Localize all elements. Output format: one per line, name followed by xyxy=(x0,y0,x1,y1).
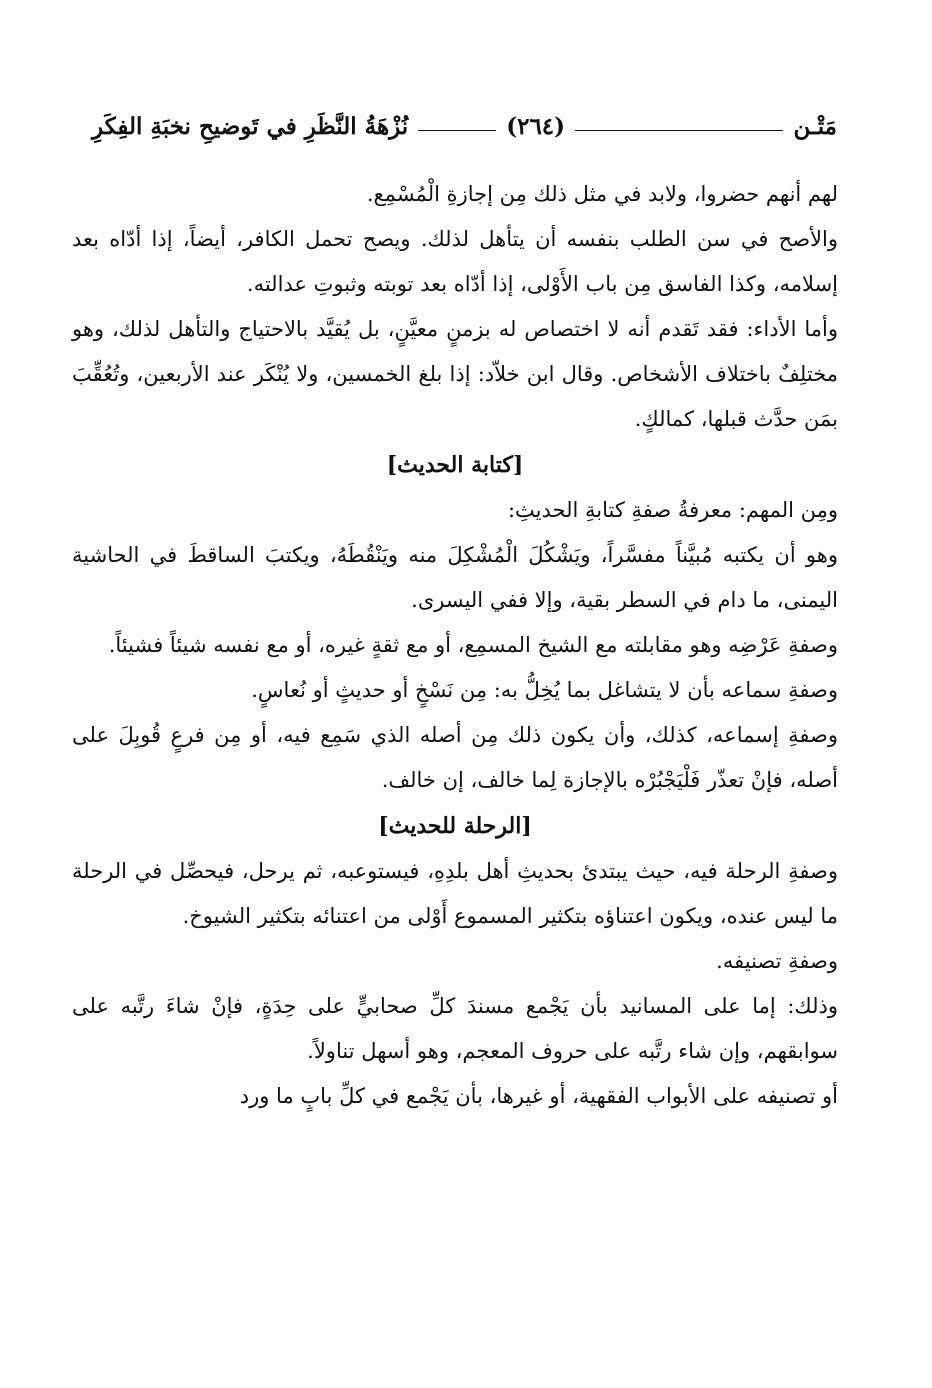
paragraph: وصفةِ عَرْضِه وهو مقابلته مع الشيخ المسمِع، أو مع ثقةٍ غيره، أو مع نفسه شيئاً فشيئاً. xyxy=(108,633,838,657)
paragraph: ومِن المهم: معرفةُ صفةِ كتابةِ الحديثِ: xyxy=(507,498,838,522)
section-heading-journey-hadith: [الرحلة للحديث] xyxy=(378,813,532,839)
paragraph: وصفةِ إسماعه، كذلك، وأن يكون ذلك مِن أصله الذي سَمِع فيه، أو مِن فرعٍ قُوبِلَ على أصله، فإنْ تعذّر فَلْيَجْبُرْه بالإجازة لِما خالف، إن خالف. xyxy=(72,723,838,792)
section-heading-writing-hadith: [كتابة الحديث] xyxy=(386,452,524,478)
paragraph: وصفةِ الرحلة فيه، حيث يبتدئ بحديثِ أهل بلدِهِ، فيستوعبه، ثم يرحل، فيحصِّل في الرحلة ما ليس عنده، ويكون اعتناؤه بتكثير المسموع أَوْلى من اعتنائه بتكثير الشيوخ. xyxy=(72,859,838,928)
page-number: (٢٦٤) xyxy=(506,112,566,140)
paragraph: أو تصنيفه على الأبواب الفقهية، أو غيرها، بأن يَجْمع في كلِّ بابٍ ما ورد xyxy=(239,1084,838,1108)
paragraph: وهو أن يكتبه مُبيَّناً مفسَّراً، ويَشْكُلَ الْمُشْكِلَ منه ويَنْقُطَهُ، ويكتبَ الساقطَ في الحاشية اليمنى، ما دام في السطر بقية، وإلا ففي اليسرى. xyxy=(72,543,838,612)
paragraph: وصفةِ تصنيفه. xyxy=(716,949,838,973)
header-rule-right xyxy=(575,130,783,131)
paragraph: وذلك: إما على المسانيد بأن يَجْمع مسندَ كلِّ صحابيٍّ على حِدَةٍ، فإنْ شاءَ رتَّبه على سوابقهم، وإن شاء رتَّبه على حروف المعجم، وهو أسهل تناولاً. xyxy=(72,994,838,1063)
paragraph: وأما الأداء: فقد تَقدم أنه لا اختصاص له بزمنٍ معيَّنٍ، بل يُقيَّد بالاحتياج والتأهل لذلك، وهو مختلِفٌ باختلاف الأشخاص. وقال ابن خلاّد: إذا بلغ الخمسين، ولا يُنْكَر عند الأربعين، وتُعُقِّبَ بمَن حدَّث قبلها، كمالكٍ. xyxy=(72,317,838,431)
page-body xyxy=(72,172,838,1119)
running-header xyxy=(92,104,837,148)
paragraph: لهم أنهم حضروا، ولابد في مثل ذلك مِن إجازةِ الْمُسْمِع. xyxy=(366,182,838,206)
paragraph: وصفةِ سماعه بأن لا يتشاغل بما يُخِلُّ به: مِن نَسْخٍ أو حديثٍ أو نُعاسٍ. xyxy=(251,678,838,702)
header-rule-left xyxy=(418,130,496,131)
header-matn-label: مَتْـن xyxy=(793,112,837,140)
book-title: نُزْهَةُ النَّظَرِ في تَوضيحِ نخبَةِ الفِكَرِ xyxy=(92,112,409,140)
paragraph: والأصح في سن الطلب بنفسه أن يتأهل لذلك. ويصح تحمل الكافر، أيضاً، إذا أدّاه بعد إسلامه، وكذا الفاسق مِن باب الأَوْلى، إذا أدّاه بعد توبته وثبوتِ عدالته. xyxy=(72,227,838,296)
